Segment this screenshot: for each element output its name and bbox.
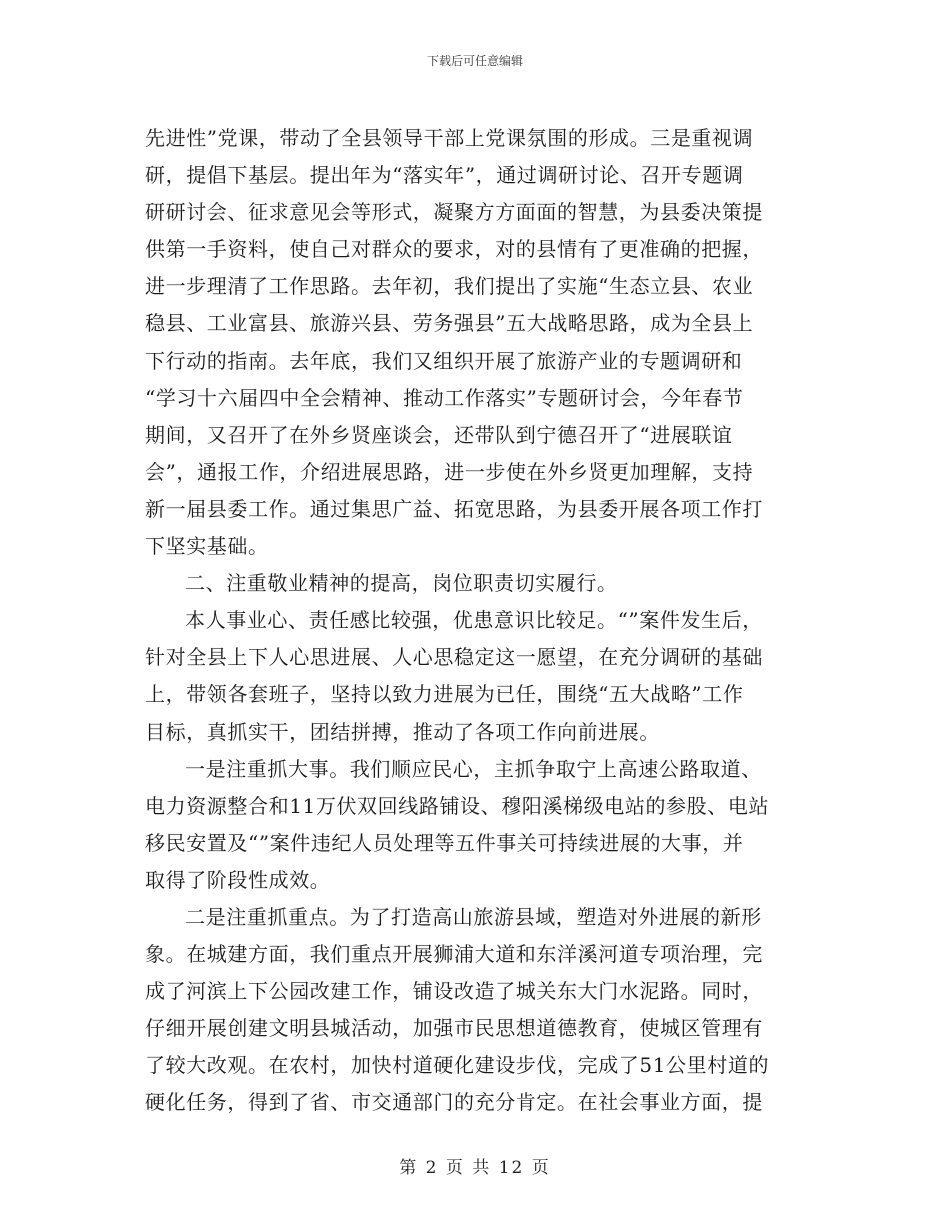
text-line: 二是注重抓重点。为了打造高山旅游县域，塑造对外进展的新形 [185, 904, 762, 929]
text-line: 仔细开展创建文明县城活动，加强市民思想道德教育，使城区管理有 [145, 1016, 763, 1041]
text-line: 目标，真抓实干，团结拼搏，推动了各项工作向前进展。 [145, 719, 660, 744]
text-line: “学习十六届四中全会精神、推动工作落实”专题研讨会，今年春节 [145, 385, 744, 410]
document-body [145, 120, 805, 1122]
text-line: 取得了阶段性成效。 [145, 867, 331, 892]
text-line: 上，带领各套班子，坚持以致力进展为已任，围绕“五大战略”工作 [145, 682, 744, 707]
text-line: 成了河滨上下公园改建工作，铺设改造了城关东大门水泥路。同时， [145, 979, 763, 1004]
text-line: 期间，又召开了在外乡贤座谈会，还带队到宁德召开了“进展联谊 [145, 422, 733, 447]
text-line: 进一步理清了工作思路。去年初，我们提出了实施“生态立县、农业 [145, 274, 754, 299]
text-line: 研，提倡下基层。提出年为“落实年”，通过调研讨论、召开专题调 [145, 163, 744, 188]
text-line: 移民安置及“”案件违纪人员处理等五件事关可持续进展的大事，并 [145, 830, 744, 855]
page-header: 下载后可任意编辑 [426, 54, 523, 68]
text-line: 硬化任务，得到了省、市交通部门的充分肯定。在社会事业方面，提 [145, 1090, 763, 1115]
text-line: 会”，通报工作，介绍进展思路，进一步使在外乡贤更加理解，支持 [145, 459, 754, 484]
text-line: 研研讨会、征求意见会等形式，凝聚方方面面的智慧，为县委决策提 [145, 200, 763, 225]
page-number-footer: 第 2 页 共 12 页 [399, 1158, 551, 1178]
text-line: 一是注重抓大事。我们顺应民心，主抓争取宁上高速公路取道、 [185, 756, 762, 781]
text-line: 电力资源整合和11万伏双回线路铺设、穆阳溪梯级电站的参股、电站 [145, 793, 770, 818]
text-line: 了较大改观。在农村，加快村道硬化建设步伐，完成了51公里村道的 [145, 1053, 770, 1078]
text-line: 针对全县上下人心思进展、人心思稳定这一愿望，在充分调研的基础 [145, 645, 763, 670]
text-line: 下坚实基础。 [145, 534, 269, 559]
text-line: 二、注重敬业精神的提高，岗位职责切实履行。 [185, 571, 618, 596]
text-line: 先进性”党课，带动了全县领导干部上党课氛围的形成。三是重视调 [145, 126, 754, 150]
text-line: 稳县、工业富县、旅游兴县、劳务强县”五大战略思路，成为全县上 [145, 311, 754, 336]
text-line: 供第一手资料，使自己对群众的要求，对的县情有了更准确的把握， [145, 237, 763, 262]
text-line: 本人事业心、责任感比较强，优患意识比较足。“”案件发生后， [185, 608, 763, 633]
text-line: 象。在城建方面，我们重点开展狮浦大道和东洋溪河道专项治理，完 [145, 942, 763, 967]
text-line: 下行动的指南。去年底，我们又组织开展了旅游产业的专题调研和 [145, 348, 743, 373]
text-line: 新一届县委工作。通过集思广益、拓宽思路，为县委开展各项工作打 [145, 496, 763, 521]
